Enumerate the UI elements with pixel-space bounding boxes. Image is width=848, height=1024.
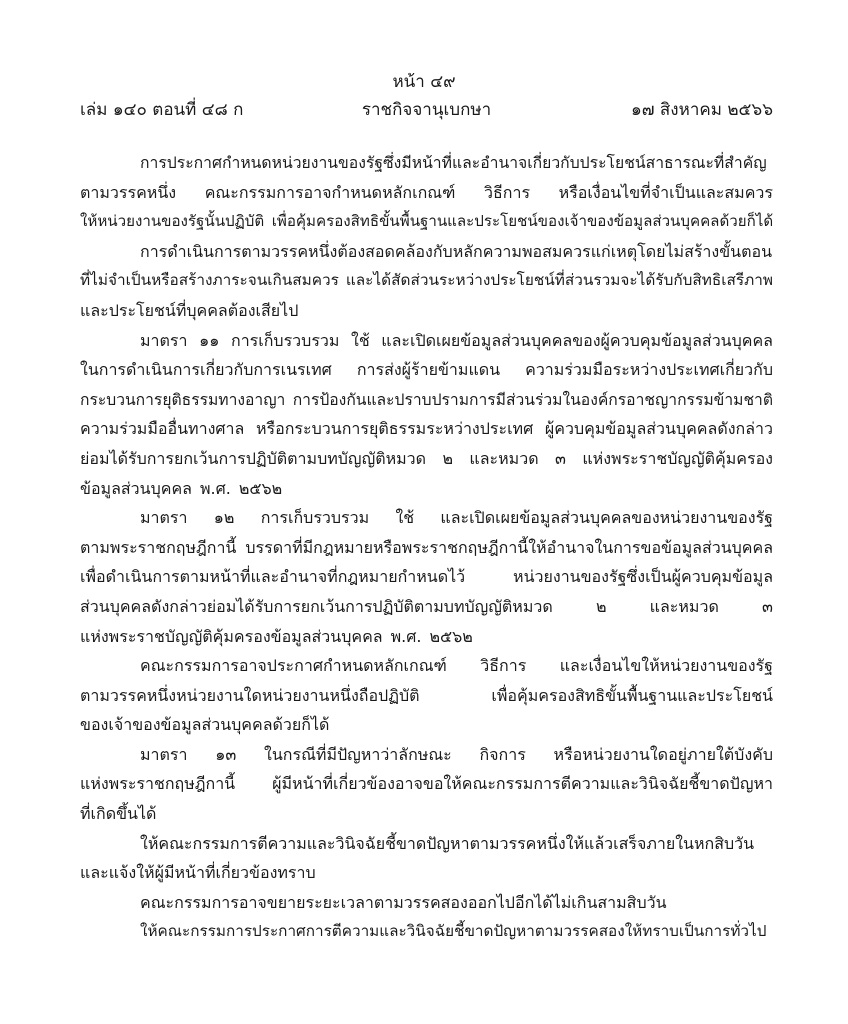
text-line — [80, 503, 773, 533]
text-segment: หรือกระบวนการยุติธรรมระหว่างประเทศ — [255, 419, 534, 439]
text-segment: บรรดาที่มีกฎหมายหรือพระราชกฤษฎีกานี้ให้อำนาจในการขอข้อมูลส่วนบุคคล — [245, 537, 773, 557]
text-segment: ตามวรรคหนึ่ง — [80, 182, 177, 202]
text-segment: ของเจ้าของข้อมูลส่วนบุคคลด้วยก็ได้ — [80, 715, 330, 735]
text-segment: ๑๓ — [215, 744, 237, 764]
text-line — [80, 769, 773, 799]
text-segment: ในกรณีที่มีปัญหาว่าลักษณะ — [264, 744, 452, 764]
text-segment: ใช้ — [395, 508, 415, 528]
text-segment: และหมวด — [469, 448, 539, 468]
text-segment: และแจ้งให้ผู้มีหน้าที่เกี่ยวข้องทราบ — [80, 863, 316, 883]
text-segment: ที่เกิดขึ้นได้ — [80, 804, 157, 824]
text-line — [80, 858, 773, 888]
text-segment: วิธีการ — [484, 182, 531, 202]
text-segment: คณะกรรมการอาจกำหนดหลักเกณฑ์ — [204, 182, 456, 202]
publication-date: ๑๗ สิงหาคม ๒๕๖๖ — [630, 100, 773, 120]
text-segment: และเงื่อนไขให้หน่วยงานของรัฐ — [559, 656, 773, 676]
text-segment: การดำเนินการตามวรรคหนึ่งต้องสอดคล้องกับหลักความพอสมควรแก่เหตุโดยไม่สร้างขั้นตอน — [140, 241, 773, 261]
text-segment: แห่งพระราชบัญญัติคุ้มครองข้อมูลส่วนบุคคล — [80, 626, 383, 646]
text-segment: ที่ไม่จำเป็นหรือสร้างภาระจนเกินสมควร — [80, 271, 339, 290]
text-segment: และเปิดเผยข้อมูลส่วนบุคคลของหน่วยงานของรัฐ — [440, 508, 773, 528]
text-segment: การส่งผู้ร้ายข้ามแดน — [356, 360, 501, 380]
text-line — [80, 917, 773, 947]
text-line — [80, 296, 773, 326]
text-segment: ส่วนบุคคลดังกล่าวย่อมได้รับการยกเว้นการปฏิบัติตามบทบัญญัติหมวด — [80, 596, 553, 616]
text-line — [80, 740, 773, 770]
text-segment: คณะกรรมการอาจประกาศกำหนดหลักเกณฑ์ — [140, 656, 447, 676]
text-segment: หน่วยงานของรัฐซึ่งเป็นผู้ควบคุมข้อมูล — [513, 567, 773, 587]
text-segment: มาตรา — [140, 744, 188, 764]
text-line — [80, 533, 773, 563]
text-line — [80, 829, 773, 859]
text-line — [80, 355, 773, 385]
text-segment: และเปิดเผยข้อมูลส่วนบุคคลของผู้ควบคุมข้อมูลส่วนบุคคล — [381, 330, 773, 350]
text-line — [80, 622, 773, 652]
text-segment: แห่งพระราชกฤษฎีกานี้ — [80, 774, 236, 794]
text-segment: พ.ศ. — [199, 478, 231, 498]
text-line — [80, 651, 773, 681]
text-segment: แห่งพระราชบัญญัติคุ้มครอง — [582, 448, 773, 468]
text-segment: ให้หน่วยงานของรัฐนั้นปฏิบัติ — [80, 212, 265, 231]
text-segment: ผู้ควบคุมข้อมูลส่วนบุคคลดังกล่าว — [544, 419, 773, 439]
text-line — [80, 681, 773, 711]
text-segment: ๒๕๖๒ — [429, 626, 473, 646]
text-segment: ๑๒ — [213, 508, 235, 528]
text-segment: ๓ — [555, 448, 566, 468]
text-segment: ใช้ — [351, 330, 370, 350]
text-line — [80, 474, 773, 504]
text-line — [80, 562, 773, 592]
text-segment: ให้คณะกรรมการตีความและวินิจฉัยชี้ขาดปัญหาตามวรรคหนึ่งให้แล้วเสร็จภายในหกสิบวัน — [140, 833, 755, 853]
text-segment: ในการดำเนินการเกี่ยวกับการเนรเทศ — [80, 360, 332, 380]
text-segment: หรือหน่วยงานใดอยู่ภายใต้บังคับ — [553, 744, 773, 764]
publication-title: ราชกิจจานุเบกษา — [361, 100, 492, 120]
text-segment: การเก็บรวบรวม — [260, 508, 370, 528]
text-segment: การป้องกันและปราบปรามการมีส่วนร่วมในองค์กรอาชญากรรมข้ามชาติ — [292, 389, 773, 409]
text-segment: ตามพระราชกฤษฎีกานี้ — [80, 537, 237, 557]
text-line — [80, 414, 773, 444]
text-segment: ตามวรรคหนึ่งหน่วยงานใดหน่วยงานหนึ่งถือปฏิบัติ — [80, 685, 420, 705]
text-segment: วิธีการ — [480, 656, 527, 676]
text-segment: ผู้มีหน้าที่เกี่ยวข้องอาจขอให้คณะกรรมการตีความและวินิจฉัยชี้ขาดปัญหา — [272, 774, 773, 794]
text-segment: เพื่อคุ้มครองสิทธิขั้นพื้นฐานและประโยชน์ — [491, 685, 773, 705]
text-segment: คณะกรรมการอาจขยายระยะเวลาตามวรรคสองออกไปอีกได้ไม่เกินสามสิบวัน — [140, 892, 667, 912]
text-segment: มาตรา — [140, 508, 188, 528]
text-segment: และได้สัดส่วนระหว่างประโยชน์ที่ส่วนรวมจะได้รับกับสิทธิเสรีภาพ — [345, 271, 773, 290]
text-line — [80, 799, 773, 829]
text-line — [80, 148, 773, 178]
text-segment: ๓ — [762, 596, 773, 616]
text-segment: และหมวด — [649, 596, 719, 616]
text-line — [80, 710, 773, 740]
text-segment: ให้คณะกรรมการประกาศการตีความและวินิจฉัยชี้ขาดปัญหาตามวรรคสองให้ทราบเป็นการทั่วไป — [140, 922, 767, 941]
text-line — [80, 592, 773, 622]
text-segment: ย่อมได้รับการยกเว้นการปฏิบัติตามบทบัญญัติหมวด — [80, 448, 427, 468]
text-segment: ๑๑ — [199, 330, 220, 350]
gazette-header — [80, 96, 773, 124]
text-line — [80, 178, 773, 208]
text-segment: การเก็บรวบรวม — [231, 330, 340, 350]
text-segment: พ.ศ. — [390, 626, 422, 646]
text-segment: ๒๕๖๒ — [238, 478, 283, 498]
text-segment: กิจการ — [479, 744, 526, 764]
page-number: หน้า ๔๙ — [392, 72, 456, 92]
text-segment: ความร่วมมือระหว่างประเทศเกี่ยวกับ — [525, 360, 773, 380]
text-line — [80, 266, 773, 296]
text-segment: และประโยชน์ที่บุคคลต้องเสียไป — [80, 300, 299, 320]
text-segment: ๒ — [595, 596, 607, 616]
text-line — [80, 207, 773, 237]
text-line — [80, 888, 773, 918]
text-segment: เพื่อดำเนินการตามหน้าที่และอำนาจที่กฎหมายกำหนดไว้ — [80, 567, 466, 587]
document-body — [80, 148, 773, 947]
text-line — [80, 326, 773, 356]
text-segment: หรือเงื่อนไขที่จำเป็นและสมควร — [558, 182, 773, 202]
text-segment: มาตรา — [140, 330, 188, 350]
text-line — [80, 237, 773, 267]
text-segment: เพื่อคุ้มครองสิทธิขั้นพื้นฐานและประโยชน์ของเจ้าของข้อมูลส่วนบุคคลด้วยก็ได้ — [271, 212, 773, 231]
text-line — [80, 444, 773, 474]
text-segment: ข้อมูลส่วนบุคคล — [80, 478, 192, 498]
text-segment: ๒ — [442, 448, 454, 468]
text-segment: กระบวนการยุติธรรมทางอาญา — [80, 389, 286, 409]
text-line — [80, 385, 773, 415]
text-segment: การประกาศกำหนดหน่วยงานของรัฐซึ่งมีหน้าที่และอำนาจเกี่ยวกับประโยชน์สาธารณะที่สำคัญ — [140, 153, 767, 172]
volume-issue: เล่ม ๑๔๐ ตอนที่ ๔๘ ก — [80, 100, 244, 120]
text-segment: ความร่วมมืออื่นทางศาล — [80, 419, 245, 439]
